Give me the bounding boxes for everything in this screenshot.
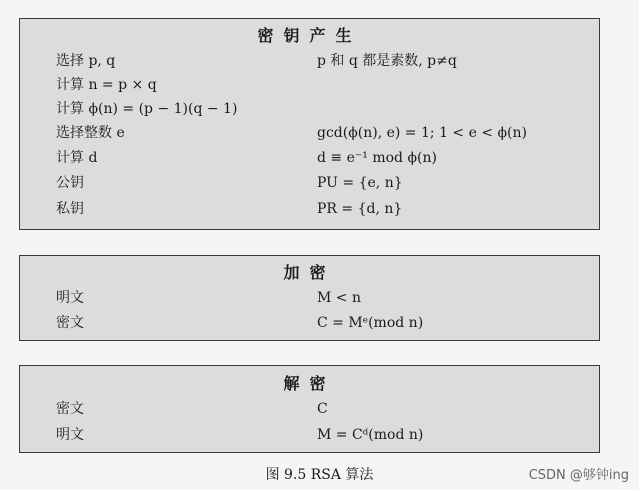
encryption-panel — [19, 255, 600, 341]
keygen-row-right: d ≡ e⁻¹ mod ϕ(n) — [317, 150, 437, 166]
keygen-row-right: gcd(ϕ(n), e) = 1; 1 < e < ϕ(n) — [317, 125, 527, 141]
encrypt-row — [20, 286, 599, 310]
encrypt-row-right: M < n — [317, 290, 361, 306]
keygen-row — [20, 146, 599, 170]
keygen-row — [20, 49, 599, 73]
decrypt-row — [20, 397, 599, 421]
decrypt-row-left: 密文 — [56, 401, 84, 417]
keygen-row-right: p 和 q 都是素数, p≠q — [317, 53, 457, 69]
figure-caption: 图 9.5 RSA 算法 — [265, 467, 374, 483]
keygen-row — [20, 73, 599, 97]
decrypt-row-right: C — [317, 401, 328, 417]
encryption-title: 加密 — [283, 263, 336, 282]
decryption-panel — [19, 365, 600, 453]
keygen-row — [20, 197, 599, 221]
keygen-row-left: 私钥 — [56, 201, 84, 217]
decryption-title: 解密 — [283, 374, 336, 393]
keygen-row-left: 计算 ϕ(n) = (p − 1)(q − 1) — [56, 101, 238, 117]
encrypt-row-left: 密文 — [56, 315, 84, 331]
keygen-row — [20, 171, 599, 195]
keygen-row-left: 选择 p, q — [56, 53, 116, 69]
encrypt-row — [20, 311, 599, 335]
decrypt-row-left: 明文 — [56, 427, 84, 443]
encrypt-row-right: C = Mᵉ(mod n) — [317, 315, 424, 331]
keygen-row-left: 计算 n = p × q — [56, 77, 157, 93]
keygen-row-right: PR = {d, n} — [317, 201, 403, 217]
keygen-row-left: 计算 d — [56, 150, 98, 166]
csdn-watermark: CSDN @够钟ing — [528, 468, 629, 483]
keygen-row — [20, 97, 599, 121]
key-generation-panel — [19, 18, 600, 230]
encrypt-row-left: 明文 — [56, 290, 84, 306]
keygen-row-left: 公钥 — [56, 175, 84, 191]
decrypt-row-right: M = Cᵈ(mod n) — [317, 427, 424, 443]
keygen-row-left: 选择整数 e — [56, 125, 125, 141]
keygen-row — [20, 121, 599, 145]
keygen-row-right: PU = {e, n} — [317, 175, 403, 191]
key-generation-title: 密钥产生 — [257, 26, 362, 45]
decrypt-row — [20, 423, 599, 447]
